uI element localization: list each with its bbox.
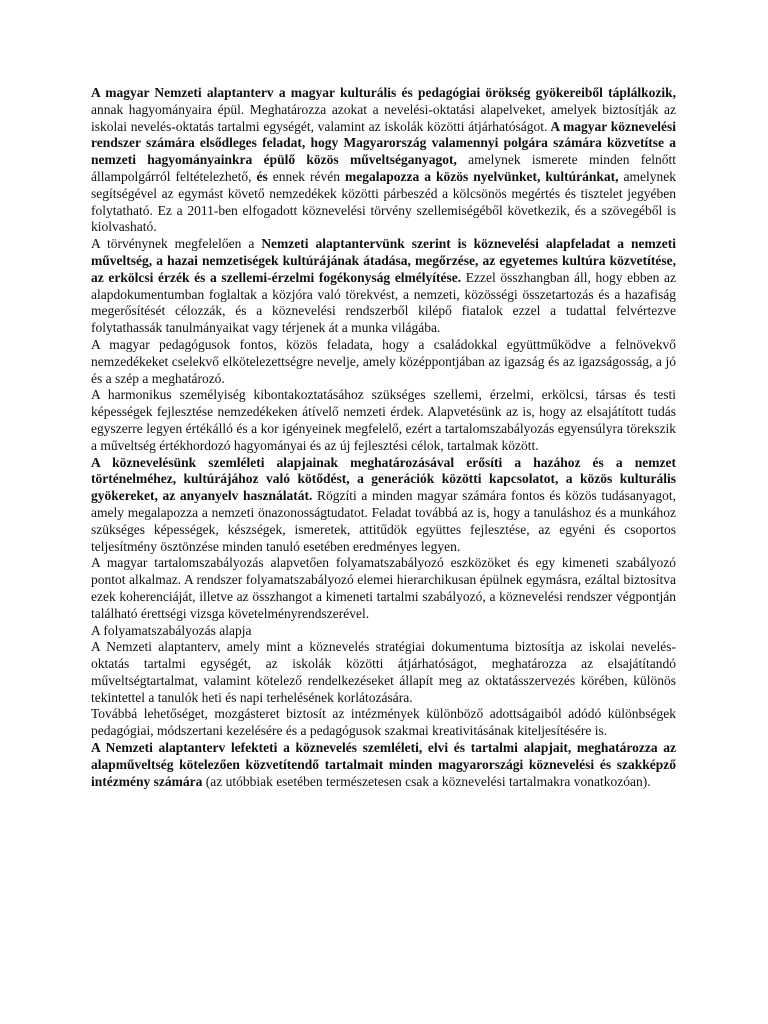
text-run: Ezzel összhangban áll, hogy ebben az alapdokumentumban foglaltak a közjóra való törekvést, a nemzeti, közösségi összetartozás és a hazafiság megerősítését célozzák, és a köznevelési rendszerből kilépő fiatalok ezzel a tudattal felvértezve folytathassák tanulmányaikat vagy térjenek át a munka világába. bbox=[91, 269, 676, 336]
paragraph-4 bbox=[91, 387, 676, 454]
text-run: ennek révén bbox=[267, 168, 346, 184]
text-run: Nemzeti alaptantervünk szerint is köznevelési alapfeladat a nemzeti műveltség, a hazai nemzetiségek kultúrájának átadása, megőrzése, az egyetemes kultúra közvetítése, az erkölcsi érzék és a szellemi-érzelmi fogékonyság elmélyítése. bbox=[91, 236, 677, 285]
paragraph-6 bbox=[91, 555, 676, 622]
text-run: és bbox=[256, 168, 268, 184]
section-heading bbox=[91, 623, 676, 640]
text-run: A törvénynek megfelelően a bbox=[91, 236, 262, 252]
text-run: Továbbá lehetőséget, mozgásteret biztosít az intézmények különböző adottságaiból adódó különbségek pedagógiai, módszertani kezelésére és a pedagógusok szakmai kreativitásának kiteljesítésére is. bbox=[91, 706, 676, 739]
paragraph-2 bbox=[91, 236, 676, 337]
text-run: A Nemzeti alaptanterv, amely mint a köznevelés stratégiai dokumentuma biztosítja az iskolai nevelés-oktatás tartalmi egységét, az iskolák közötti átjárhatóságot, meghatározza az elsajátítandó műveltségtartalmat, valamint kötelező rendelkezéseket állapít meg az oktatásszervezés körében, különös tekintettel a tanulók heti és napi terhelésének korlátozására. bbox=[91, 639, 676, 705]
text-run: megalapozza a közös nyelvünket, kultúránkat, bbox=[345, 168, 619, 184]
text-run: A magyar Nemzeti alaptanterv a magyar kulturális és pedagógiai örökség gyökereiből táplálkozik, bbox=[91, 85, 676, 100]
text-run: A harmonikus személyiség kibontakoztatásához szükséges szellemi, érzelmi, erkölcsi, társas és testi képességek fejlesztése nemzedékeken átívelő nemzeti érdek. Alapvetésünk az is, hogy az elsajátított tudás egyszerre legyen értékálló és a kor igényeinek megfelelő, ezért a tartalomszabályozás egyensúlyra törekszik a műveltség értékhordozó hagyományai és az új fejlesztési célok, tartalmak között. bbox=[91, 387, 676, 453]
text-run: amelynek segítségével az egymást követő nemzedékek közötti párbeszéd a kölcsönös megértés és tisztelet jegyében folytatható. Ez a 2011-ben elfogadott köznevelési törvény szellemiségéből következik, és a szövegéből is kiolvasható. bbox=[91, 168, 677, 235]
text-run: A folyamatszabályozás alapja bbox=[91, 622, 252, 638]
text-run: A magyar köznevelési rendszer számára elsődleges feladat, hogy Magyarország valamennyi polgára számára közvetítse a nemzeti hagyományainkra épülő közös műveltséganyagot, bbox=[91, 118, 677, 168]
text-run: Rögzíti a minden magyar számára fontos és közös tudásanyagot, amely megalapozza a nemzeti önazonosságtudatot. Feladat továbbá az is, hogy a tanuláshoz és a munkához szükséges képességek, készségek, ismeretek, attitűdök együttes fejlesztése, az egyéni és csoportos teljesítmény ösztönzése minden tanuló esetében eredményes legyen. bbox=[91, 488, 676, 554]
text-run: amelynek ismerete minden felnőtt állampolgárról feltételezhető, bbox=[91, 152, 676, 184]
document-body bbox=[91, 85, 676, 790]
text-run: A magyar tartalomszabályozás alapvetően folyamatszabályozó eszközöket és egy kimeneti szabályozó pontot alkalmaz. A rendszer folyamatszabályozó elemei hierarchikusan épülnek egymásra, ezáltal biztosítva ezek koherenciáját, illetve az összhangot a kimeneti tartalmi szabályozó, a köznevelési rendszer végpontján található érettségi vizsga követelményrendszerével. bbox=[91, 555, 676, 621]
text-run: (az utóbbiak esetében természetesen csak a köznevelési tartalmakra vonatkozóan). bbox=[202, 773, 651, 789]
text-run: annak hagyományaira épül. Meghatározza azokat a nevelési-oktatási alapelveket, amelyek biztosítják az iskolai nevelés-oktatás tartalmi egységét, valamint az iskolák közötti átjárhatóságot. bbox=[91, 101, 676, 134]
paragraph-8 bbox=[91, 639, 676, 706]
paragraph-10 bbox=[91, 740, 676, 790]
paragraph-5 bbox=[91, 455, 676, 556]
text-run: A köznevelésünk szemléleti alapjainak meghatározásával erősíti a hazához és a nemzet történelméhez, kultúrájához való kötődést, a generációk közötti kapcsolatot, a közös kulturális gyökereket, az anyanyelv használatát. bbox=[91, 454, 676, 504]
paragraph-1 bbox=[91, 85, 676, 236]
text-run: A Nemzeti alaptanterv lefekteti a köznevelés szemléleti, elvi és tartalmi alapjait, meghatározza az alapműveltség kötelezően közvetítendő tartalmait minden magyarországi köznevelési és szakképző intézmény számára bbox=[91, 740, 676, 789]
paragraph-3 bbox=[91, 337, 676, 387]
text-run: A magyar pedagógusok fontos, közös feladata, hogy a családokkal együttműködve a felnövekvő nemzedékeket cselekvő elkötelezettségre nevelje, amely középpontjában az igazság és az igazságosság, a jó és a szép a meghatározó. bbox=[91, 336, 676, 386]
paragraph-9 bbox=[91, 706, 676, 740]
